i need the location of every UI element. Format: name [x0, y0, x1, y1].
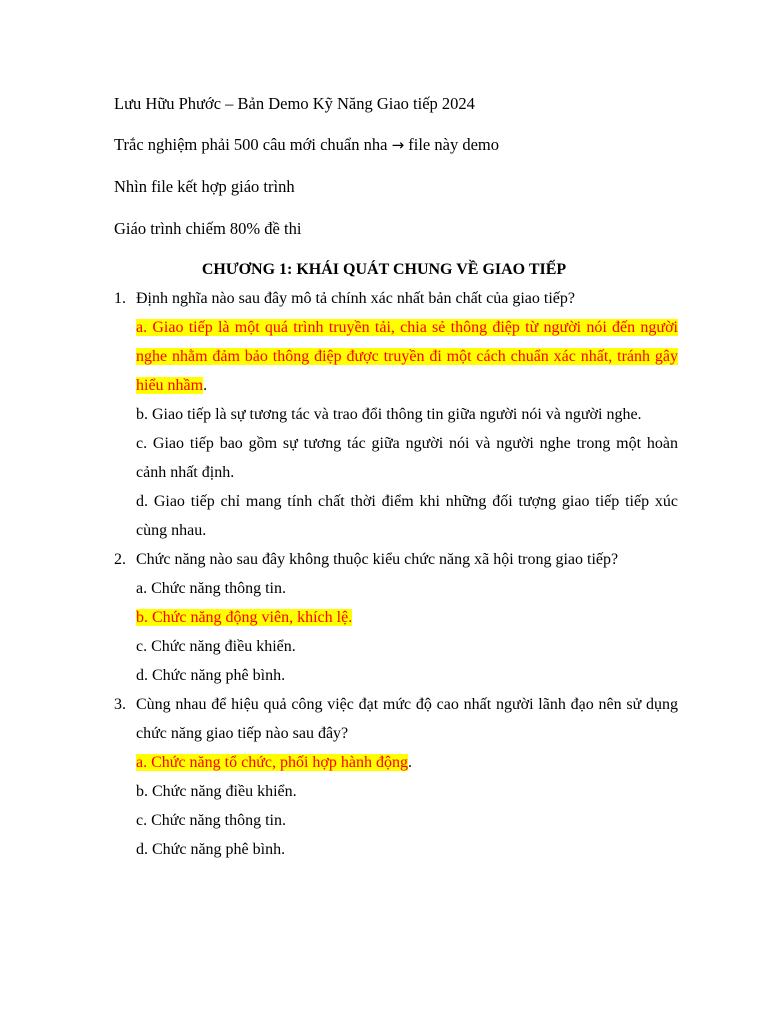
answer-text: b. Chức năng điều khiển. — [136, 783, 297, 800]
question-2 — [114, 545, 678, 690]
answer-option-c — [136, 429, 678, 487]
textbook-note-line: Nhìn file kết hợp giáo trình — [114, 177, 295, 196]
answer-option-b-correct — [136, 603, 678, 632]
answer-text: d. Chức năng phê bình. — [136, 841, 286, 858]
answer-suffix: . — [203, 377, 208, 394]
answer-option-b — [136, 400, 678, 429]
answer-text-highlighted: a. Chức năng tổ chức, phối hợp hành động — [136, 754, 408, 771]
answer-text: a. Chức năng thông tin. — [136, 580, 286, 597]
answer-option-a-correct — [136, 313, 678, 400]
answer-option-d — [136, 661, 678, 690]
demo-note-text: Trắc nghiệm phải 500 câu mới chuẩn nha — [114, 135, 392, 154]
arrow-right-icon: → — [391, 136, 405, 154]
answer-option-a — [136, 574, 678, 603]
question-number: 1. — [114, 290, 126, 307]
chapter-title: CHƯƠNG 1: KHÁI QUÁT CHUNG VỀ GIAO TIẾP — [201, 261, 567, 278]
answer-option-c — [136, 806, 678, 835]
author-title-line: Lưu Hữu Phước – Bản Demo Kỹ Năng Giao tiếp 2024 — [114, 94, 475, 113]
question-number: 2. — [114, 551, 126, 568]
answer-option-d — [136, 487, 678, 545]
demo-note-line — [114, 133, 499, 157]
answer-text: c. Chức năng điều khiển. — [136, 638, 296, 655]
answer-option-a-correct — [136, 748, 678, 777]
question-list — [114, 284, 678, 864]
answer-option-b — [136, 777, 678, 806]
answer-option-d — [136, 835, 678, 864]
answer-option-c — [136, 632, 678, 661]
exam-share-note-line: Giáo trình chiếm 80% đề thi — [114, 219, 302, 238]
answer-text-highlighted: b. Chức năng động viên, khích lệ. — [136, 609, 353, 626]
question-3 — [114, 690, 678, 864]
answer-text: d. Chức năng phê bình. — [136, 667, 286, 684]
answer-suffix: . — [407, 754, 412, 771]
question-1 — [114, 284, 678, 545]
answer-text: c. Giao tiếp bao gồm sự tương tác giữa người nói và người nghe trong một hoàn cảnh nhất định. — [136, 435, 678, 481]
answer-text: d. Giao tiếp chỉ mang tính chất thời điểm khi những đối tượng giao tiếp tiếp xúc cùng nhau. — [136, 493, 678, 539]
question-text: Chức năng nào sau đây không thuộc kiểu chức năng xã hội trong giao tiếp? — [136, 551, 619, 568]
answer-text-highlighted: a. Giao tiếp là một quá trình truyền tải, chia sẻ thông điệp từ người nói đến người nghe nhằm đảm bảo thông điệp được truyền đi một cách chuẩn xác nhất, tránh gây hiểu nhầm — [136, 319, 678, 394]
question-number: 3. — [114, 696, 126, 713]
answer-text: c. Chức năng thông tin. — [136, 812, 286, 829]
answer-text: b. Giao tiếp là sự tương tác và trao đổi thông tin giữa người nói và người nghe. — [136, 406, 642, 423]
question-text: Định nghĩa nào sau đây mô tả chính xác nhất bản chất của giao tiếp? — [136, 290, 575, 307]
demo-note-suffix: file này demo — [404, 135, 499, 154]
question-text: Cùng nhau để hiệu quả công việc đạt mức độ cao nhất người lãnh đạo nên sử dụng chức năng giao tiếp nào sau đây? — [136, 696, 678, 742]
